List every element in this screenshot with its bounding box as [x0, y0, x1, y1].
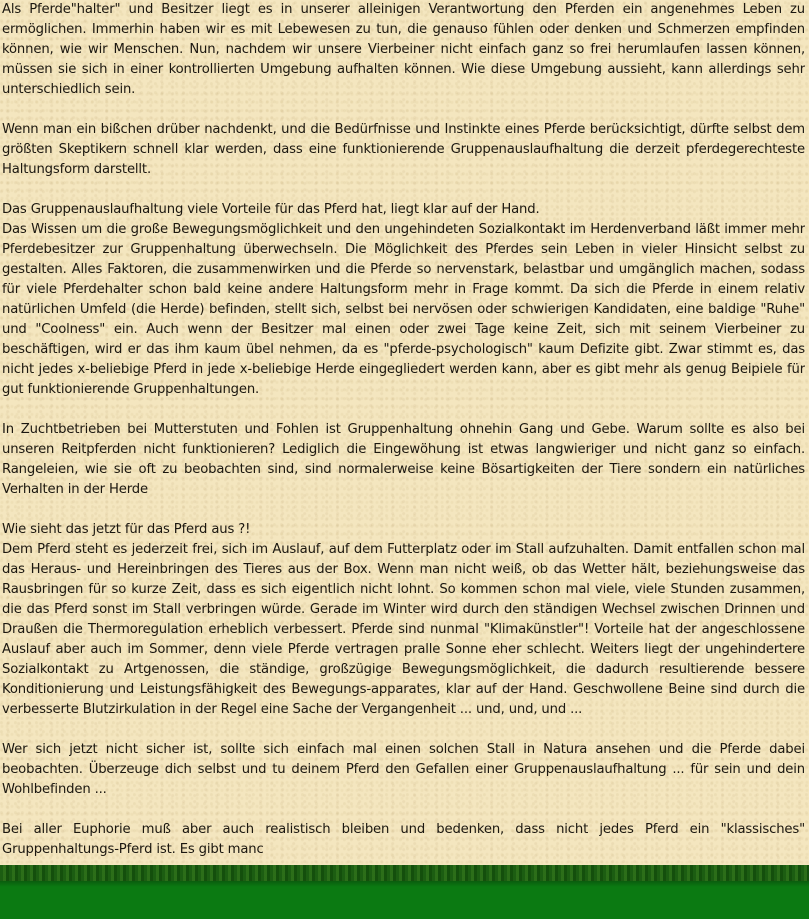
paragraph-caveat: Bei aller Euphorie muß aber auch realistisch bleiben und bedenken, dass nicht jedes Pferd ein "klassisches" Gruppenhaltungs-Pferd ist. Es gibt manc — [2, 822, 805, 857]
paragraph-breeding: In Zuchtbetrieben bei Mutterstuten und Fohlen ist Gruppenhaltung ohnehin Gang und Gebe. Warum sollte es also bei unseren Reitpferden nicht funktionieren? Lediglich die Eingewöhung ist etwas langwieriger und nicht ganz so einfach. Rangeleien, wie sie oft zu beobachten sind, sind normalerweise keine Bösartigkeiten der Tiere sondern ein natürliches Verhalten in der Herde — [2, 422, 805, 497]
footer-shade — [0, 881, 809, 887]
paragraph-intro: Als Pferde"halter" und Besitzer liegt es in unserer alleinigen Verantwortung den Pferden ein angenehmes Leben zu ermöglichen. Immerhin haben wir es mit Lebewesen zu tun, die genauso fühlen oder denken und Schmerzen empfinden können, wie wir Menschen. Nun, nachdem wir unsere Vierbeiner nicht einfach ganz so frei herumlaufen lassen können, müssen sie sich in einer kontrollierten Umgebung aufhalten können. Wie diese Umgebung aussieht, kann allerdings sehr unterschiedlich sein. — [2, 2, 805, 97]
paragraph-horse-perspective: Wie sieht das jetzt für das Pferd aus ?! Dem Pferd steht es jederzeit frei, sich im Auslauf, auf dem Futterplatz oder im Stall aufzuhalten. Damit entfallen schon mal das Heraus- und Hereinbringen des Tieres aus der Box. Wenn man nicht weiß, ob das Wetter hält, beziehungsweise das Rausbringen für so kurze Zeit, dass es sich eigentlich nicht lohnt. So kommen schon mal viele, viele Stunden zusammen, die das Pferd sonst im Stall verbringen würde. Gerade im Winter wird durch den ständigen Wechsel zwischen Drinnen und Draußen die Thermoregulation erheblich verbessert. Pferde sind nunmal "Klimakünstler"! Vorteile hat der angeschlossene Auslauf aber auch im Sommer, denn viele Pferde vertragen pralle Sonne eher schlecht. Weiters liegt der ungehindertere Sozialkontakt zu Artgenossen, die ständige, großzügige Bewegungsmöglichkeit, die dadurch resultierende bessere Konditionierung und Leistungsfähigkeit des Bewegungs-apparates, klar auf der Hand. Geschwollene Beine sind durch die verbesserte Blutzirkulation in der Regel eine Sache der Vergangenheit ... und, und, und ... — [2, 522, 805, 717]
paragraph-conclusion: Wer sich jetzt nicht sicher ist, sollte sich einfach mal einen solchen Stall in Natura ansehen und die Pferde dabei beobachten. Überzeuge dich selbst und tu deinem Pferd den Gefallen einer Gruppenauslaufhaltung ... für sein und dein Wohlbefinden ... — [2, 742, 805, 797]
footer-border — [0, 865, 809, 881]
footer-bar — [0, 865, 809, 919]
paragraph-group-housing: Wenn man ein bißchen drüber nachdenkt, und die Bedürfnisse und Instinkte eines Pferde berücksichtigt, dürfte selbst dem größten Skeptikern schnell klar werden, dass eine funktionierende Gruppenauslaufhaltung die derzeit pferdegerechteste Haltungsform darstellt. — [2, 122, 805, 177]
paragraph-advantages: Das Gruppenauslaufhaltung viele Vorteile für das Pferd hat, liegt klar auf der Hand. Das Wissen um die große Bewegungsmöglichkeit und den ungehindeten Sozialkontakt im Herdenverband läßt immer mehr Pferdebesitzer zur Gruppenhaltung überwechseln. Die Möglichkeit des Pferdes sein Leben in vieler Hinsicht selbst zu gestalten. Alles Faktoren, die zusammenwirken und die Pferde so nervenstark, belastbar und umgänglich machen, sodass für viele Pferdehalter schon bald keine andere Haltungsform mehr in Frage kommt. Da sich die Pferde in einem relativ natürlichen Umfeld (die Herde) befinden, stellt sich, selbst bei nervösen oder schwierigen Kandidaten, eine baldige "Ruhe" und "Coolness" ein. Auch wenn der Besitzer mal einen oder zwei Tage keine Zeit, sich mit seinem Vierbeiner zu beschäftigen, wird er das ihm kaum übel nehmen, da es "pferde-psychologisch" kaum Defizite gibt. Zwar stimmt es, das nicht jedes x-beliebige Pferd in jede x-beliebige Herde eingegliedert werden kann, aber es gibt mehr als genug Beipiele für gut funktionierende Gruppenhaltungen. — [2, 202, 805, 397]
